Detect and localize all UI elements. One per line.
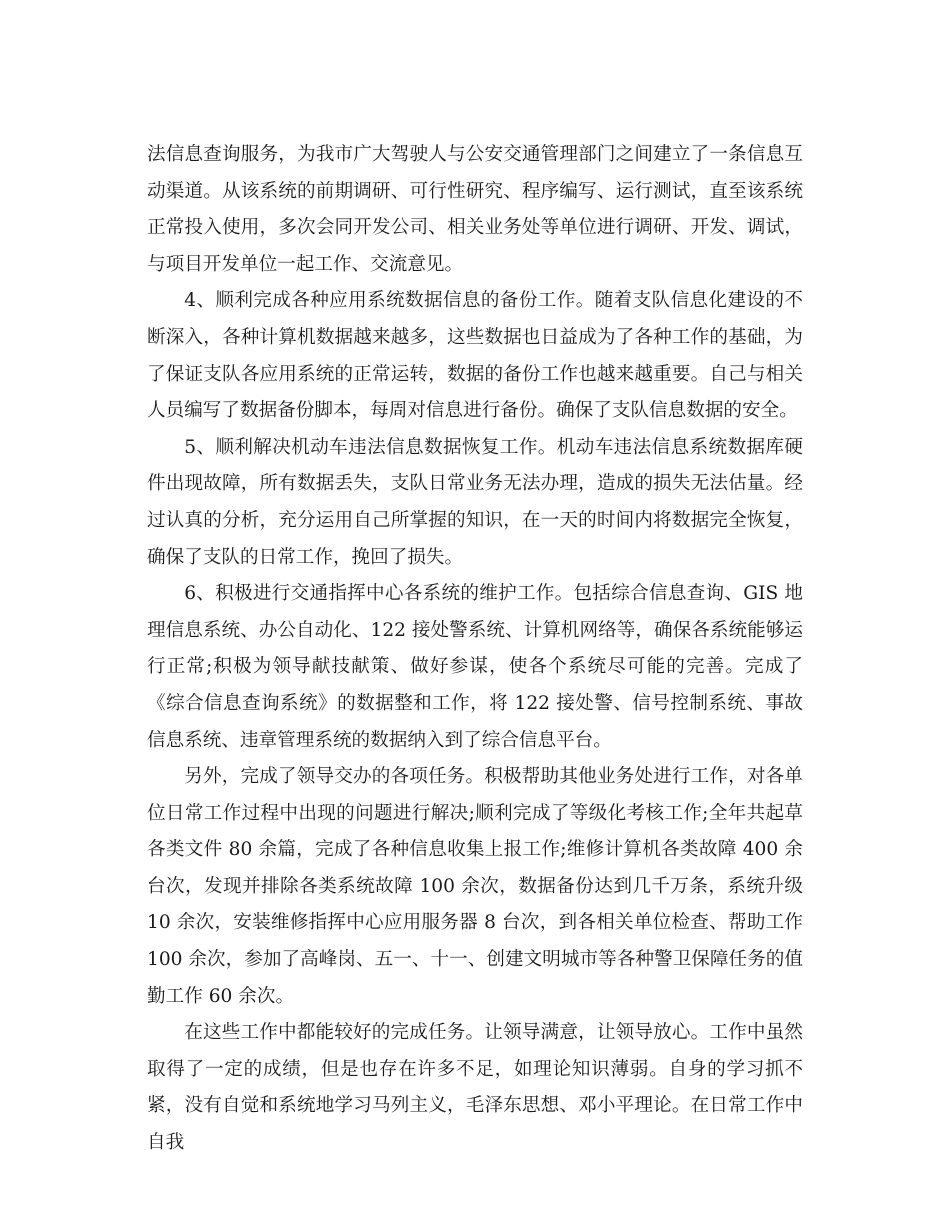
document-body bbox=[147, 137, 803, 1162]
paragraph-summary: 在这些工作中都能较好的完成任务。让领导满意，让领导放心。工作中虽然取得了一定的成绩，但是也存在许多不足，如理论知识薄弱。自身的学习抓不紧，没有自觉和系统地学习马列主义，毛泽东思想、邓小平理论。在日常工作中自我 bbox=[147, 1022, 803, 1154]
paragraph-continuation: 法信息查询服务，为我市广大驾驶人与公安交通管理部门之间建立了一条信息互动渠道。从该系统的前期调研、可行性研究、程序编写、运行测试，直至该系统正常投入使用，多次会同开发公司、相关业务处等单位进行调研、开发、调试，与项目开发单位一起工作、交流意见。 bbox=[147, 144, 803, 275]
paragraph-item-5: 5、顺利解决机动车违法信息数据恢复工作。机动车违法信息系统数据库硬件出现故障，所有数据丢失，支队日常业务无法办理，造成的损失无法估量。经过认真的分析，充分运用自己所掌握的知识，在一天的时间内将数据完全恢复，确保了支队的日常工作，挽回了损失。 bbox=[147, 436, 803, 568]
paragraph-item-4: 4、顺利完成各种应用系统数据信息的备份工作。随着支队信息化建设的不断深入，各种计算机数据越来越多，这些数据也日益成为了各种工作的基础，为了保证支队各应用系统的正常运转，数据的备份工作也越来越重要。自己与相关人员编写了数据备份脚本，每周对信息进行备份。确保了支队信息数据的安全。 bbox=[147, 290, 803, 422]
paragraph-other-tasks: 另外，完成了领导交办的各项任务。积极帮助其他业务处进行工作，对各单位日常工作过程中出现的问题进行解决;顺利完成了等级化考核工作;全年共起草各类文件 80 余篇，完成了各种信息收集上报工作;维修计算机各类故障 400 余台次，发现并排除各类系统故障 100 余次，数据备份达到几千万条，系统升级 10 余次，安装维修指挥中心应用服务器 8 台次，到各相关单位检查、帮助工作 100 余次，参加了高峰岗、五一、十一、创建文明城市等各种警卫保障任务的值勤工作 60 余次。 bbox=[147, 766, 803, 1007]
paragraph-item-6: 6、积极进行交通指挥中心各系统的维护工作。包括综合信息查询、GIS 地理信息系统、办公自动化、122 接处警系统、计算机网络等，确保各系统能够运行正常;积极为领导献技献策、做好参谋，使各个系统尽可能的完善。完成了《综合信息查询系统》的数据整和工作，将 122 接处警、信号控制系统、事故信息系统、违章管理系统的数据纳入到了综合信息平台。 bbox=[147, 583, 803, 751]
